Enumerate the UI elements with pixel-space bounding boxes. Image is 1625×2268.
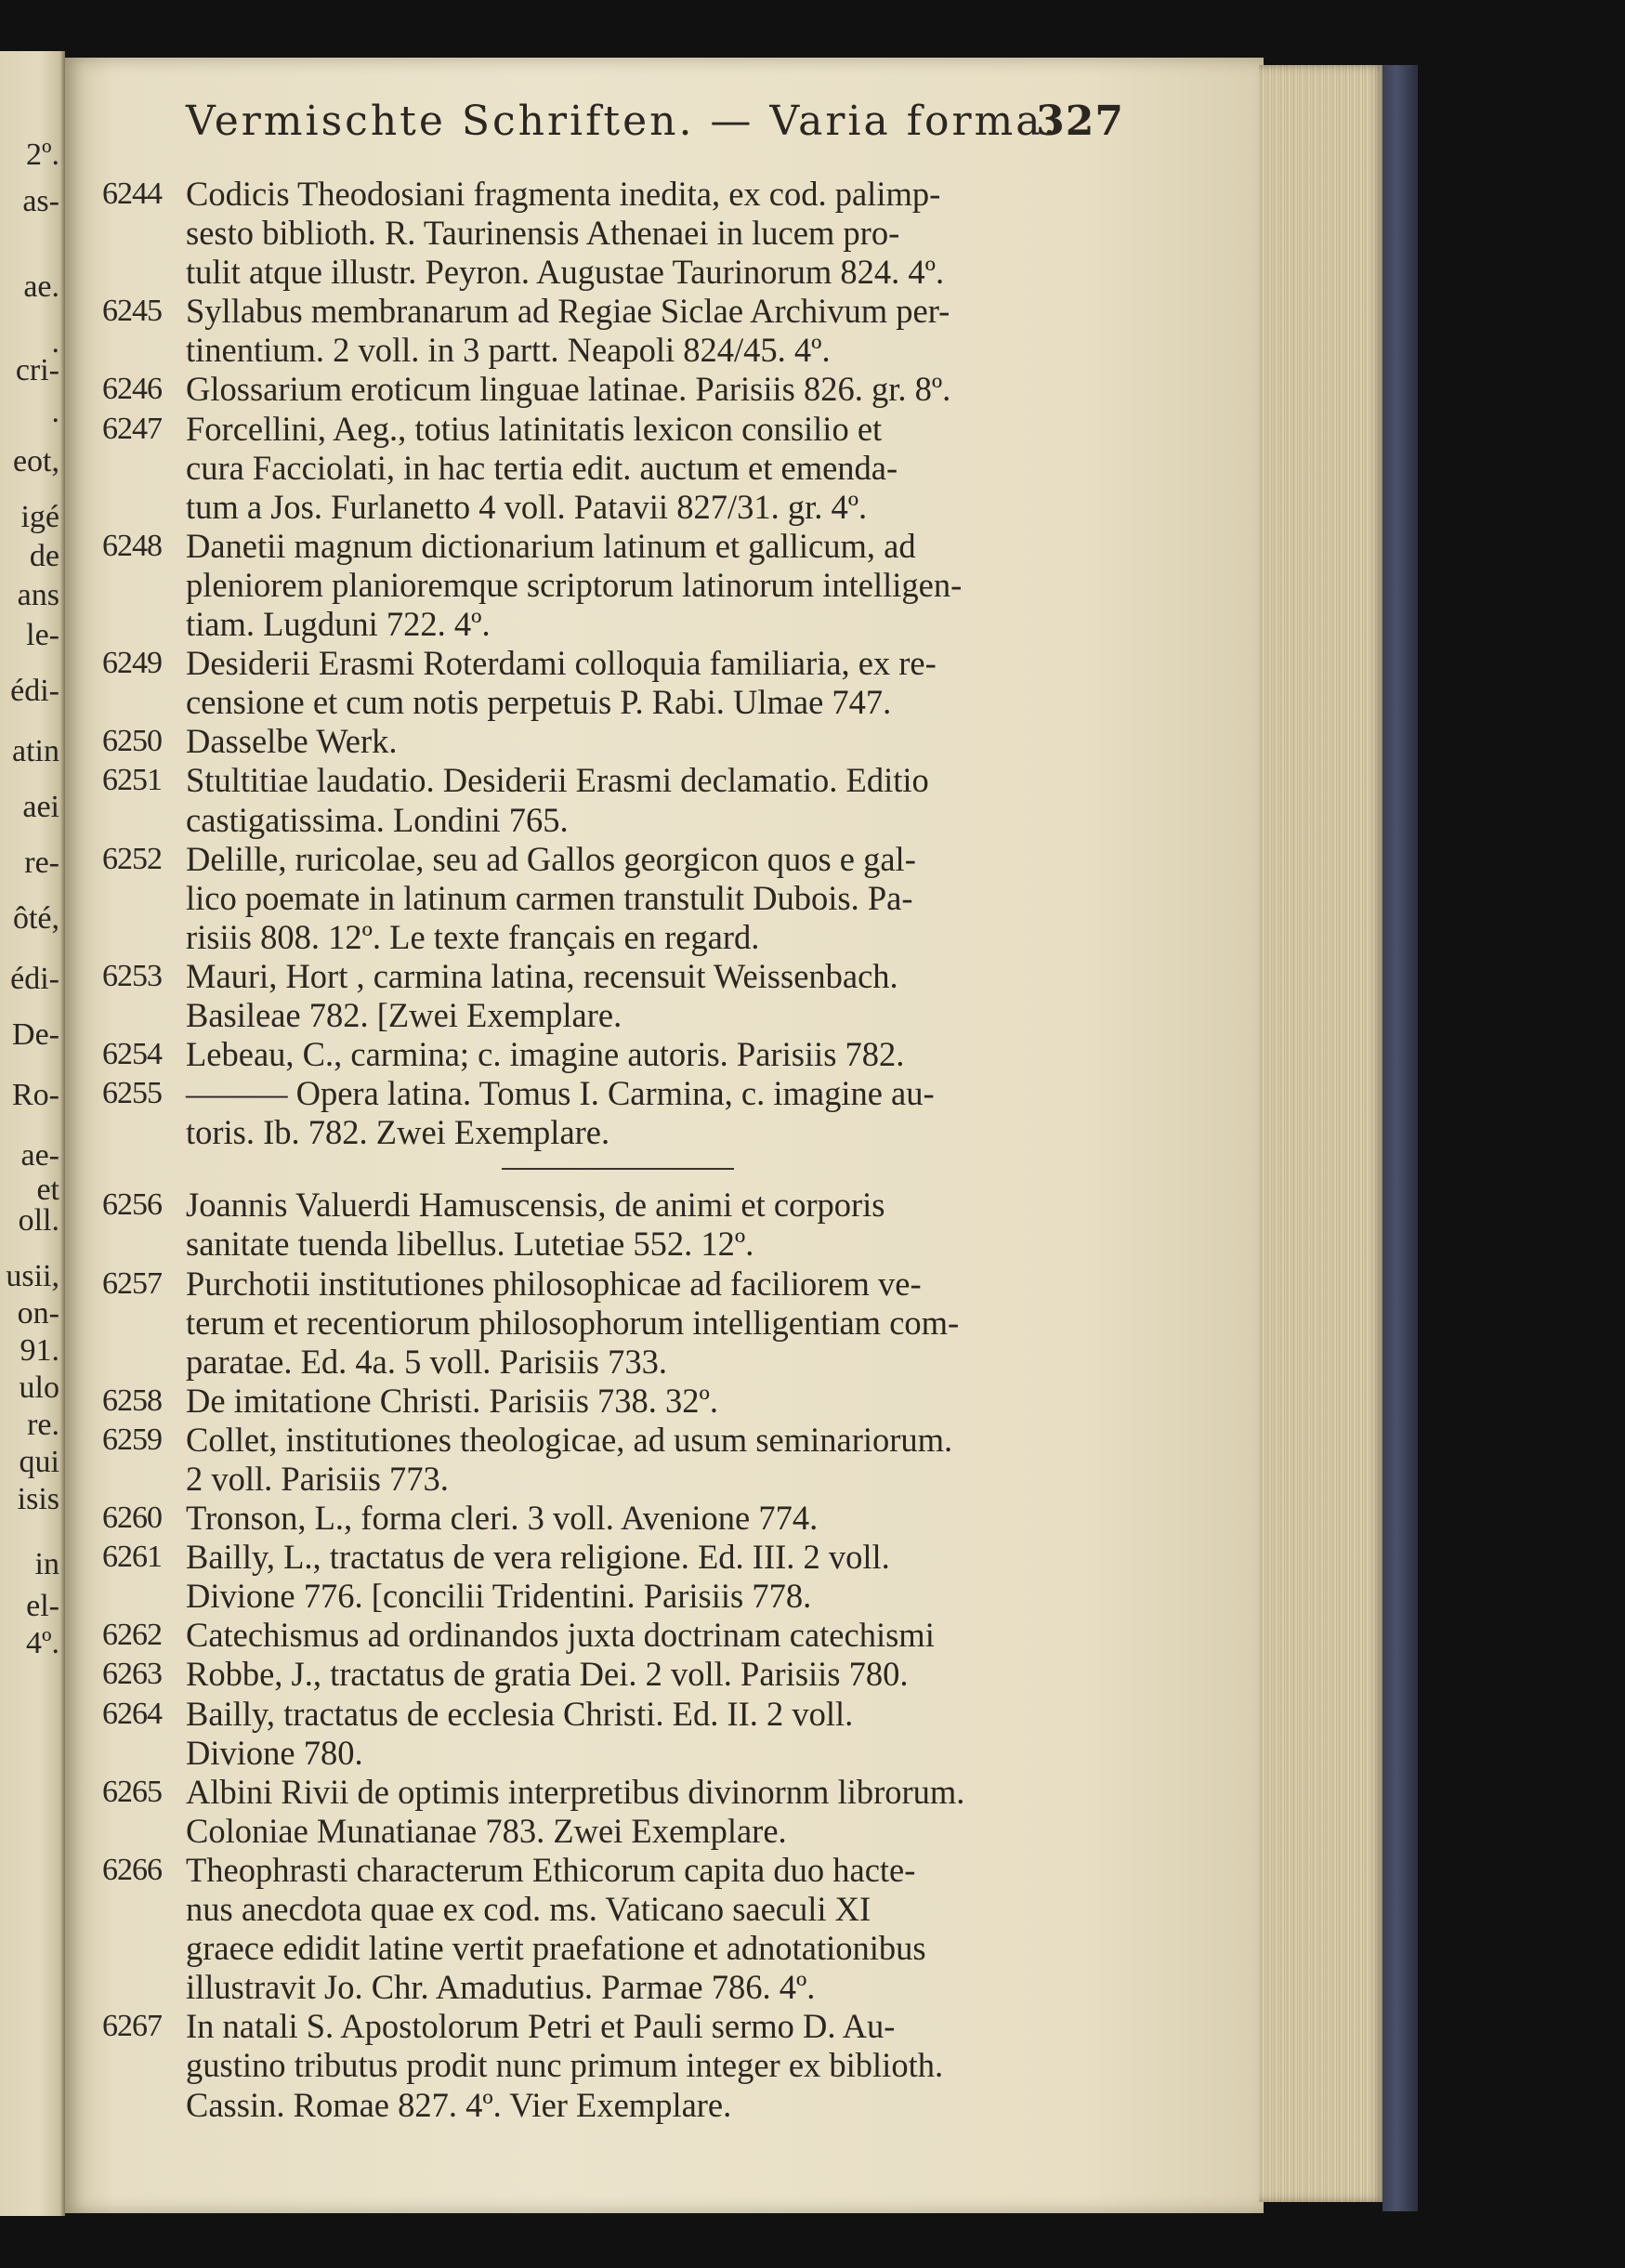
margin-fragment: 2º. (25, 138, 59, 172)
margin-fragment: et (36, 1173, 59, 1207)
margin-fragment: ans (17, 578, 59, 612)
entry-line: De imitatione Christi. Parisiis 738. 32º. (186, 1381, 718, 1420)
margin-fragment: re. (27, 1408, 59, 1442)
entry-line: Coloniae Munatianae 783. Zwei Exemplare. (186, 1811, 787, 1850)
catalog-entry (102, 1851, 1138, 2007)
entry-line: Basileae 782. [Zwei Exemplare. (186, 995, 622, 1034)
entry-number: 6260 (102, 1501, 162, 1536)
margin-fragment: le- (26, 618, 59, 652)
catalog-entry (102, 1538, 1138, 1616)
entry-line: Delille, ruricolae, seu ad Gallos georgicon quos e gal- (186, 839, 916, 878)
entry-line: Bailly, tractatus de ecclesia Christi. Ed. II. 2 voll. (186, 1694, 854, 1733)
entry-line: paratae. Ed. 4a. 5 voll. Parisiis 733. (186, 1342, 667, 1381)
margin-fragment: 4º. (25, 1626, 59, 1660)
catalog-entry (102, 1074, 1138, 1152)
catalog-entry (102, 957, 1138, 1035)
entry-line: sesto biblioth. R. Taurinensis Athenaei in lucem pro- (186, 214, 900, 253)
entry-number: 6254 (102, 1037, 162, 1072)
margin-fragment: ulo (19, 1370, 59, 1405)
margin-fragment: oll. (18, 1203, 59, 1238)
entry-line: In natali S. Apostolorum Petri et Pauli sermo D. Au- (186, 2007, 896, 2046)
entry-line: Glossarium eroticum linguae latinae. Parisiis 826. gr. 8º. (186, 370, 951, 409)
entry-number: 6245 (102, 294, 162, 329)
margin-fragment: . (51, 325, 59, 360)
running-header (186, 98, 1124, 153)
margin-fragment: édi- (10, 674, 59, 708)
entry-number: 6264 (102, 1696, 162, 1731)
entry-line: sanitate tuenda libellus. Lutetiae 552. 12º. (186, 1225, 754, 1264)
entry-line: Desiderii Erasmi Roterdami colloquia familiaria, ex re- (186, 644, 937, 683)
entry-number: 6261 (102, 1540, 162, 1575)
margin-fragment: édi- (10, 962, 59, 996)
margin-fragment: ae- (20, 1138, 59, 1173)
entry-line: Tronson, L., forma cleri. 3 voll. Avenione 774. (186, 1499, 819, 1538)
entry-line: Robbe, J., tractatus de gratia Dei. 2 voll. Parisiis 780. (186, 1655, 909, 1694)
entry-line: tum a Jos. Furlanetto 4 voll. Patavii 827/31. gr. 4º. (186, 487, 868, 526)
entry-line: Dasselbe Werk. (186, 722, 398, 761)
previous-page-edge (0, 51, 65, 2216)
running-title: Vermischte Schriften. — Varia forma. (186, 98, 1059, 145)
entry-number: 6257 (102, 1265, 162, 1301)
entry-number: 6247 (102, 411, 162, 446)
entry-line: censione et cum notis perpetuis P. Rabi. Ulmae 747. (186, 683, 892, 722)
entry-line: terum et recentiorum philosophorum intelligentiam com- (186, 1303, 960, 1342)
book-cover (1383, 65, 1418, 2211)
page-edges (1259, 65, 1384, 2202)
entry-number: 6252 (102, 841, 162, 876)
entry-line: Codicis Theodosiani fragmenta inedita, ex cod. palimp- (186, 175, 941, 213)
entry-line: Stultitiae laudatio. Desiderii Erasmi declamatio. Editio (186, 761, 929, 800)
entry-line: tinentium. 2 voll. in 3 partt. Neapoli 824/45. 4º. (186, 331, 831, 370)
entry-line: Divione 776. [concilii Tridentini. Parisiis 778. (186, 1577, 812, 1616)
margin-fragment: re- (24, 846, 59, 880)
margin-fragment: ae. (23, 269, 59, 304)
margin-fragment: . (51, 395, 59, 429)
entry-number: 6249 (102, 646, 162, 681)
margin-fragment: usii, (6, 1259, 59, 1293)
margin-fragment: in (34, 1547, 59, 1581)
entry-number: 6256 (102, 1187, 162, 1223)
catalog-entry (102, 410, 1138, 527)
entry-number: 6253 (102, 958, 162, 993)
margin-fragment: qui (19, 1445, 59, 1479)
catalog-entry (102, 175, 1138, 292)
margin-fragment: 91. (20, 1333, 59, 1368)
entry-number: 6246 (102, 372, 162, 407)
entry-number: 6266 (102, 1852, 162, 1887)
entry-line: Catechismus ad ordinandos juxta doctrinam catechismi (186, 1616, 935, 1655)
entry-line: Syllabus membranarum ad Regiae Siclae Archivum per- (186, 292, 950, 331)
entry-line: pleniorem planioremque scriptorum latinorum intelligen- (186, 565, 963, 604)
margin-fragment: aei (22, 790, 59, 824)
margin-fragment: on- (17, 1296, 59, 1331)
entry-line: Theophrasti characterum Ethicorum capita duo hacte- (186, 1850, 916, 1889)
catalog-entry (102, 840, 1138, 957)
entry-number: 6262 (102, 1618, 162, 1653)
entry-line: Lebeau, C., carmina; c. imagine autoris. Parisiis 782. (186, 1035, 905, 1074)
entry-line: ——— Opera latina. Tomus I. Carmina, c. imagine au- (186, 1074, 935, 1113)
entry-number: 6258 (102, 1383, 162, 1418)
catalog-entry (102, 2007, 1138, 2124)
catalog-entry (102, 1499, 1138, 1538)
catalog-entry (102, 644, 1138, 722)
entry-number: 6267 (102, 2009, 162, 2044)
entry-group-a (102, 175, 1138, 1152)
entry-line: nus anecdota quae ex cod. ms. Vaticano saeculi XI (186, 1890, 871, 1929)
entry-number: 6263 (102, 1657, 162, 1692)
entry-number: 6250 (102, 724, 162, 759)
catalog-entry (102, 527, 1138, 644)
entry-line: lico poemate in latinum carmen transtulit Dubois. Pa- (186, 878, 913, 917)
catalog-entry (102, 1421, 1138, 1499)
margin-fragment: isis (17, 1482, 59, 1516)
entry-line: tiam. Lugduni 722. 4º. (186, 605, 491, 644)
entry-line: toris. Ib. 782. Zwei Exemplare. (186, 1113, 610, 1152)
entry-line: Bailly, L., tractatus de vera religione. Ed. III. 2 voll. (186, 1538, 890, 1577)
catalog-entry (102, 1186, 1138, 1264)
catalog-entry (102, 1695, 1138, 1773)
catalog-entry (102, 1616, 1138, 1655)
entry-line: Collet, institutiones theologicae, ad usum seminariorum. (186, 1420, 953, 1459)
entry-line: Forcellini, Aeg., totius latinitatis lexicon consilio et (186, 409, 883, 448)
margin-fragment: el- (26, 1589, 59, 1623)
section-rule (102, 1152, 1138, 1186)
margin-fragment: as- (22, 184, 59, 218)
entry-line: gustino tributus prodit nunc primum integer ex biblioth. (186, 2046, 944, 2085)
catalog-entry (102, 761, 1138, 839)
catalog-entry (102, 722, 1138, 761)
entry-line: illustravit Jo. Chr. Amadutius. Parmae 786. 4º. (186, 1968, 816, 2007)
margin-fragment: ôté, (12, 901, 59, 936)
entry-line: tulit atque illustr. Peyron. Augustae Taurinorum 824. 4º. (186, 253, 945, 292)
entry-line: Albini Rivii de optimis interpretibus divinornm librorum. (186, 1772, 965, 1811)
entry-line: Mauri, Hort , carmina latina, recensuit Weissenbach. (186, 956, 898, 995)
entry-number: 6244 (102, 177, 162, 211)
entry-line: Purchotii institutiones philosophicae ad faciliorem ve- (186, 1264, 922, 1303)
catalog-entry (102, 1655, 1138, 1694)
catalog-entry (102, 1035, 1138, 1074)
entry-line: graece edidit latine vertit praefatione et adnotationibus (186, 1929, 926, 1968)
catalog-entry (102, 292, 1138, 370)
margin-fragment: igé (20, 500, 59, 534)
entry-line: cura Facciolati, in hac tertia edit. auctum et emenda- (186, 448, 898, 487)
entry-number: 6255 (102, 1076, 162, 1111)
catalog-entry (102, 370, 1138, 409)
entry-number: 6265 (102, 1774, 162, 1809)
entry-line: Danetii magnum dictionarium latinum et gallicum, ad (186, 526, 916, 565)
page-number: 327 (1036, 98, 1124, 145)
catalog-entry (102, 1265, 1138, 1382)
entry-number: 6259 (102, 1422, 162, 1457)
entry-number: 6251 (102, 763, 162, 798)
margin-fragment: atin (12, 734, 59, 768)
catalog-entries (102, 175, 1138, 2125)
entry-number: 6248 (102, 528, 162, 563)
entry-line: risiis 808. 12º. Le texte français en regard. (186, 917, 760, 956)
margin-fragment: Ro- (12, 1078, 59, 1112)
entry-line: castigatissima. Londini 765. (186, 800, 569, 839)
margin-fragment: de (29, 539, 59, 573)
catalog-entry (102, 1382, 1138, 1421)
entry-line: Joannis Valuerdi Hamuscensis, de animi et corporis (186, 1186, 885, 1225)
catalog-entry (102, 1773, 1138, 1851)
margin-fragment: eot, (12, 444, 59, 479)
margin-fragment: De- (12, 1017, 59, 1052)
margin-fragment: cri- (15, 353, 59, 387)
entry-line: Cassin. Romae 827. 4º. Vier Exemplare. (186, 2085, 732, 2124)
entry-line: Divione 780. (186, 1733, 363, 1772)
entry-line: 2 voll. Parisiis 773. (186, 1460, 449, 1498)
entry-group-b (102, 1186, 1138, 2124)
